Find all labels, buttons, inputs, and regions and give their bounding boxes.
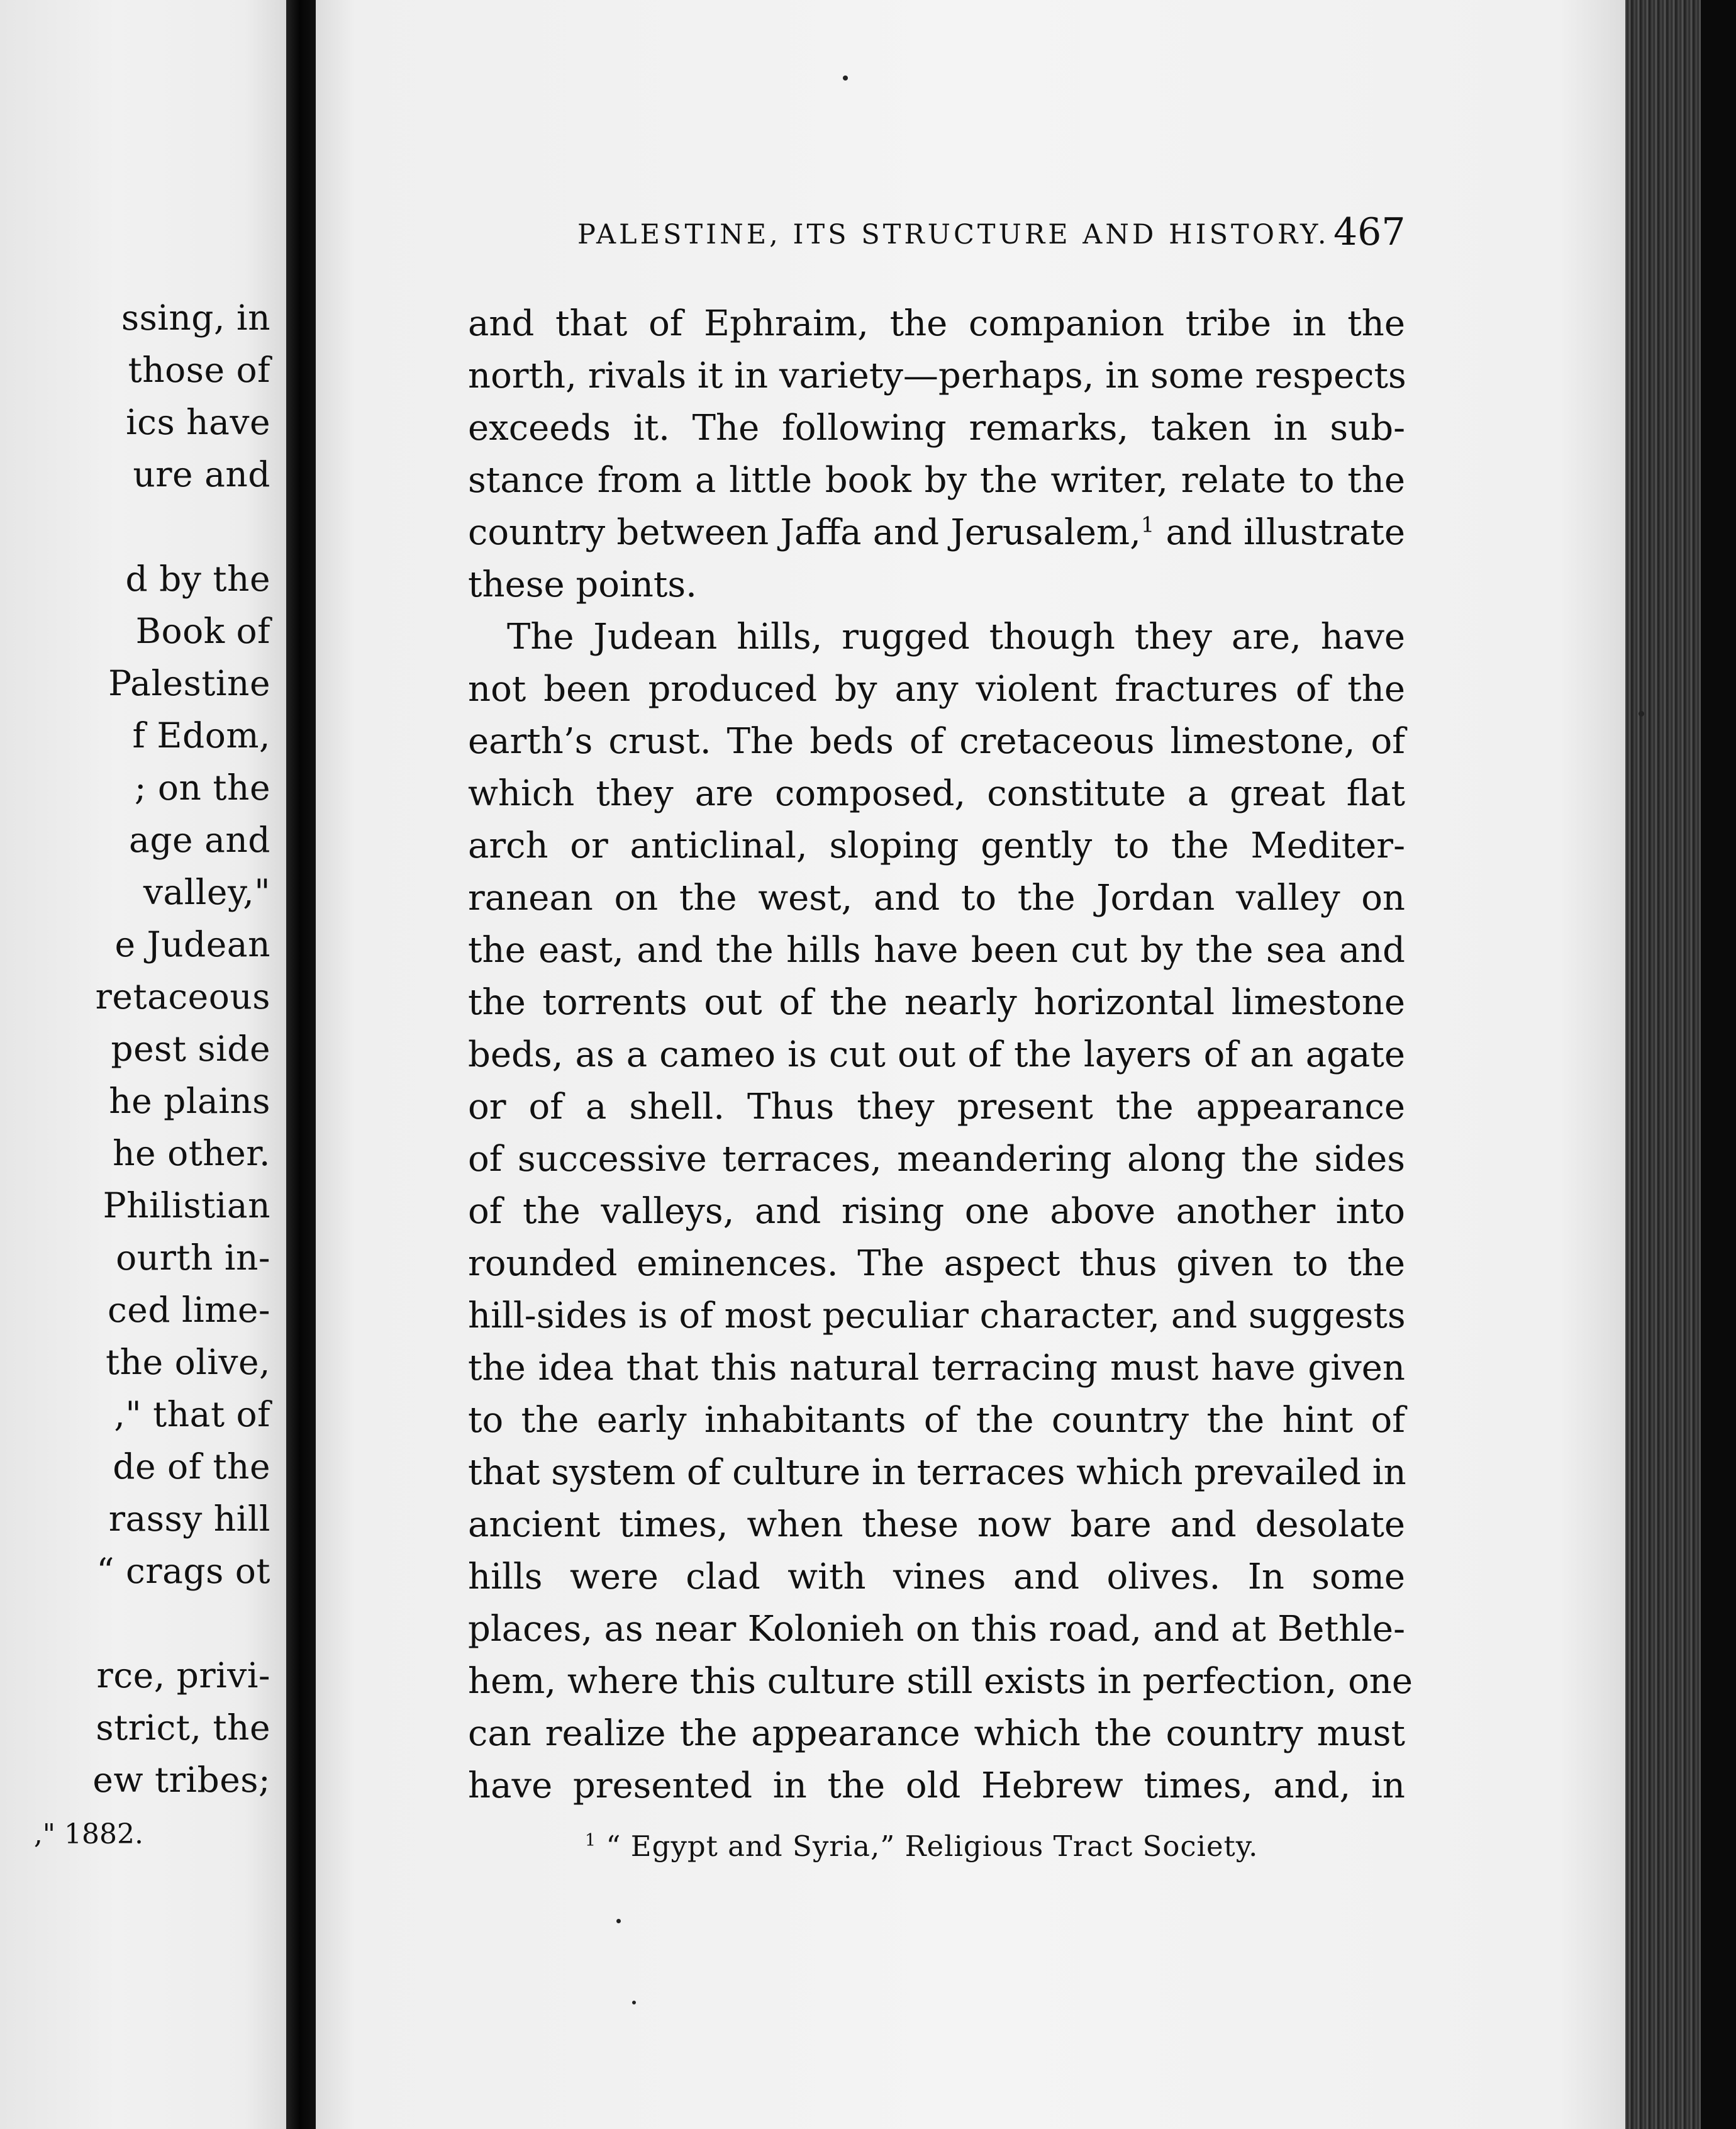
scan-speck	[632, 2001, 636, 2004]
text-line: these points.	[468, 564, 697, 605]
text-line: ranean on the west, and to the Jordan valley on	[468, 878, 1405, 919]
left-page-line: de of the	[113, 1446, 270, 1487]
text-line: arch or anticlinal, sloping gently to the Mediter-	[468, 825, 1405, 866]
left-page-line: ced lime-	[107, 1290, 270, 1330]
left-page-line: Book of	[135, 611, 270, 651]
left-page-line: he plains	[109, 1081, 270, 1121]
left-page-line: ssing, in	[121, 298, 270, 338]
text-line: the east, and the hills have been cut by the sea and	[468, 930, 1405, 971]
left-page-line: age and	[129, 820, 270, 860]
text-line: places, as near Kolonieh on this road, and at Bethle-	[468, 1609, 1405, 1650]
scan-speck	[616, 1919, 621, 1923]
text-line: The Judean hills, rugged though they are, have	[507, 617, 1405, 657]
running-head: PALESTINE, ITS STRUCTURE AND HISTORY.	[577, 219, 1330, 250]
left-page-line: ; on the	[134, 768, 270, 808]
text-line: north, rivals it in variety—perhaps, in some respects	[468, 355, 1406, 396]
text-line: exceeds it. The following remarks, taken in sub-	[468, 408, 1405, 449]
left-page-line: pest side	[111, 1029, 270, 1069]
text-line: hills were clad with vines and olives. In some	[468, 1556, 1405, 1597]
left-page-line: Philistian	[103, 1185, 270, 1226]
text-line: rounded eminences. The aspect thus given to the	[468, 1243, 1405, 1284]
left-page	[0, 0, 288, 2129]
left-page-line: valley,"	[143, 872, 270, 912]
left-page-line: rce, privi-	[96, 1655, 270, 1696]
left-page-line: the olive,	[106, 1342, 270, 1382]
text-line: or of a shell. Thus they present the appearance	[468, 1087, 1405, 1127]
text-line: beds, as a cameo is cut out of the layers of an agate	[468, 1034, 1405, 1075]
left-page-line: d by the	[125, 559, 270, 599]
page-number: 467	[1333, 210, 1406, 254]
text-line: which they are composed, constitute a great flat	[468, 773, 1405, 814]
left-page-line: those of	[128, 350, 270, 390]
book-gutter	[286, 0, 316, 2129]
text-line: hill-sides is of most peculiar character, and suggests	[468, 1295, 1406, 1336]
text-line: of the valleys, and rising one above another into	[468, 1191, 1405, 1232]
text-line: the idea that this natural terracing must have given	[468, 1348, 1405, 1389]
text-line: the torrents out of the nearly horizontal limestone	[468, 982, 1405, 1023]
text-line: have presented in the old Hebrew times, and, in	[468, 1765, 1405, 1806]
text-line: stance from a little book by the writer, relate to the	[468, 460, 1405, 501]
footnote-reference: 1	[1140, 512, 1155, 537]
text-line: that system of culture in terraces which prevailed in	[468, 1452, 1406, 1493]
page-edges	[1625, 0, 1736, 2129]
text-line: not been produced by any violent fractures of the	[468, 669, 1405, 710]
left-page-line: retaceous	[95, 976, 270, 1017]
footnote	[585, 1830, 1259, 1863]
left-page-line: Palestine	[108, 663, 270, 703]
footnote-marker: 1	[585, 1831, 597, 1850]
text-segment: country between Jaffa and Jerusalem,	[468, 512, 1141, 553]
text-line: hem, where this culture still exists in perfection, one	[468, 1661, 1413, 1702]
left-page-line: ew tribes;	[92, 1760, 270, 1800]
left-page-line: ure and	[133, 454, 270, 495]
left-page-line: e Judean	[114, 924, 270, 964]
text-line: ancient times, when these now bare and desolate	[468, 1504, 1405, 1545]
footnote-text: “ Egypt and Syria,” Religious Tract Society.	[606, 1830, 1259, 1863]
paragraph-2	[468, 615, 1413, 1816]
paragraph-1	[468, 302, 1405, 615]
left-page-line: strict, the	[96, 1707, 270, 1748]
left-page-line: ourth in-	[116, 1238, 270, 1278]
text-line-with-footnote-ref	[468, 511, 1405, 563]
left-page-line: ics have	[126, 402, 270, 442]
scan-speck	[843, 75, 848, 81]
text-line: can realize the appearance which the country must	[468, 1713, 1405, 1754]
left-page-footnote: ," 1882.	[33, 1818, 143, 1850]
text-line: of successive terraces, meandering along the sides	[468, 1139, 1405, 1180]
text-line: earth’s crust. The beds of cretaceous limestone, of	[468, 721, 1405, 762]
left-page-line: ," that of	[114, 1394, 270, 1434]
left-page-line: he other.	[113, 1133, 270, 1173]
text-line: and that of Ephraim, the companion tribe in the	[468, 303, 1405, 344]
scan-speck	[1639, 711, 1644, 717]
left-page-line: f Edom,	[132, 715, 270, 756]
text-segment: and illustrate	[1154, 512, 1405, 553]
left-page-line: rassy hill	[108, 1499, 270, 1539]
text-line: to the early inhabitants of the country the hint of	[468, 1400, 1405, 1441]
left-page-line: “ crags ot	[96, 1551, 270, 1591]
body-text	[468, 302, 1413, 1816]
